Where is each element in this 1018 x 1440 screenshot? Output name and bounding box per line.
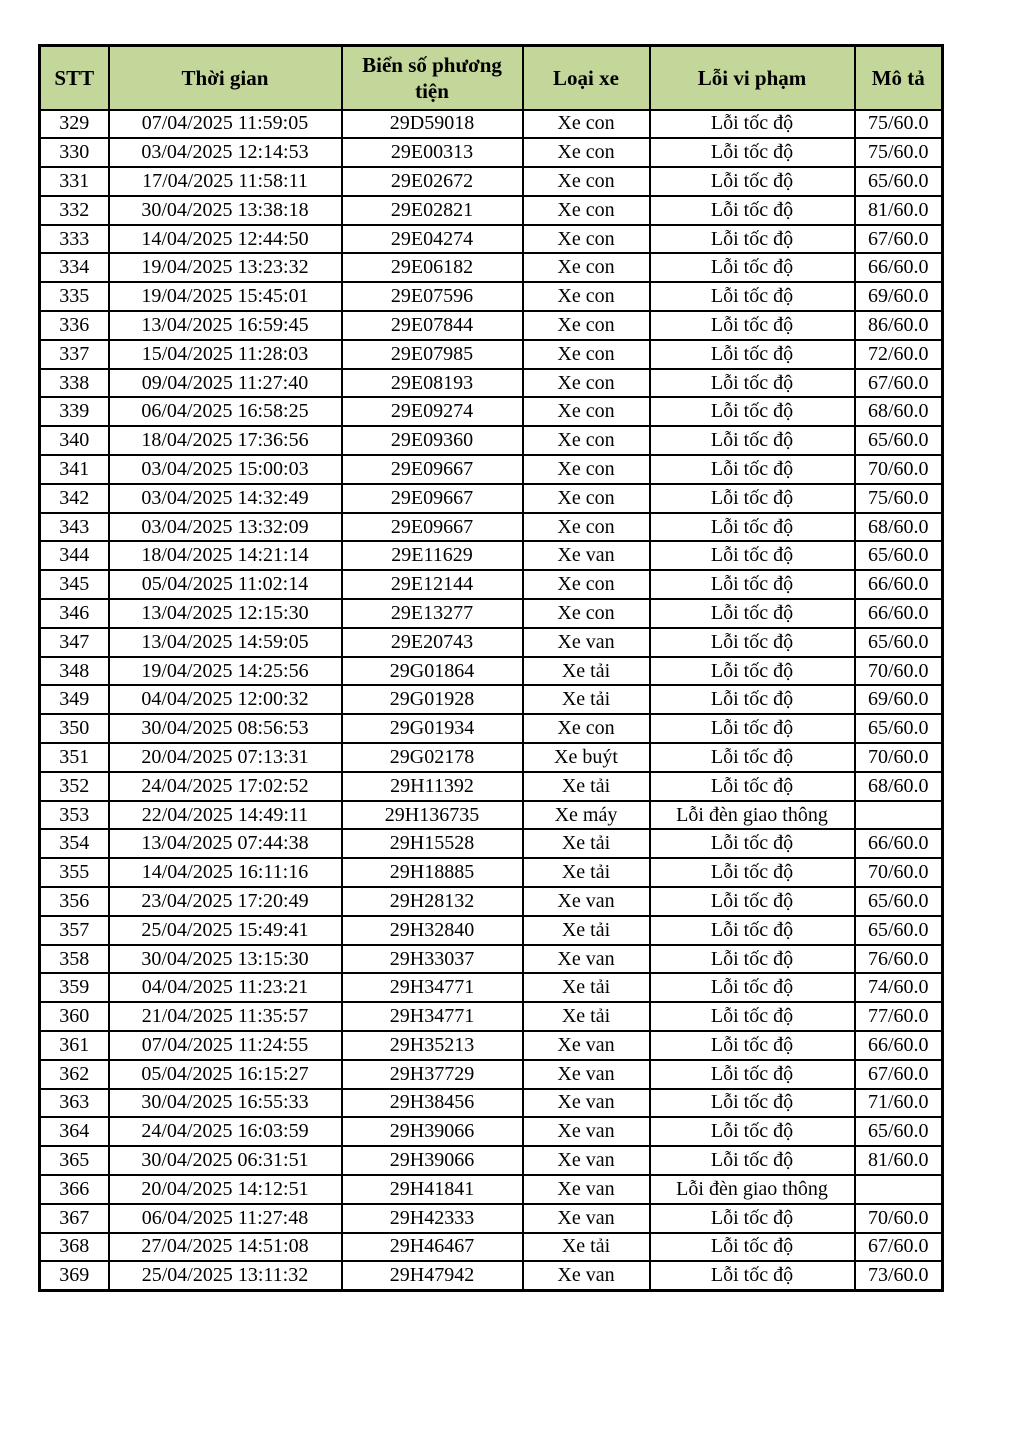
cell-type: Xe con [523,340,650,369]
cell-violation: Lỗi tốc độ [650,685,855,714]
cell-plate: 29H39066 [342,1117,523,1146]
cell-time: 21/04/2025 11:35:57 [109,1002,342,1031]
cell-plate: 29D59018 [342,110,523,139]
cell-plate: 29E02672 [342,167,523,196]
cell-plate: 29E08193 [342,369,523,398]
table-row [40,973,943,1002]
cell-desc: 70/60.0 [855,1204,943,1233]
cell-plate: 29H18885 [342,858,523,887]
cell-violation: Lỗi tốc độ [650,1089,855,1118]
cell-stt: 346 [40,599,109,628]
column-header-stt: STT [40,46,109,110]
cell-desc: 73/60.0 [855,1261,943,1290]
cell-plate: 29H15528 [342,829,523,858]
cell-violation: Lỗi tốc độ [650,714,855,743]
cell-stt: 332 [40,196,109,225]
cell-desc: 66/60.0 [855,599,943,628]
column-header-violation: Lỗi vi phạm [650,46,855,110]
table-row [40,829,943,858]
cell-time: 07/04/2025 11:59:05 [109,110,342,139]
cell-time: 27/04/2025 14:51:08 [109,1233,342,1262]
cell-plate: 29H34771 [342,1002,523,1031]
table-row [40,772,943,801]
cell-stt: 340 [40,426,109,455]
cell-violation: Lỗi tốc độ [650,570,855,599]
cell-violation: Lỗi tốc độ [650,369,855,398]
cell-desc [855,801,943,830]
cell-plate: 29E09274 [342,397,523,426]
cell-plate: 29E09667 [342,455,523,484]
table-row [40,167,943,196]
cell-stt: 361 [40,1031,109,1060]
cell-desc: 75/60.0 [855,484,943,513]
cell-type: Xe van [523,1031,650,1060]
cell-type: Xe con [523,369,650,398]
cell-stt: 331 [40,167,109,196]
cell-violation: Lỗi đèn giao thông [650,1175,855,1204]
cell-plate: 29H38456 [342,1089,523,1118]
cell-time: 05/04/2025 16:15:27 [109,1060,342,1089]
cell-desc: 69/60.0 [855,685,943,714]
cell-desc: 75/60.0 [855,138,943,167]
cell-plate: 29G01934 [342,714,523,743]
cell-stt: 330 [40,138,109,167]
cell-type: Xe van [523,1060,650,1089]
header-row [40,46,943,110]
cell-stt: 344 [40,541,109,570]
cell-violation: Lỗi tốc độ [650,1060,855,1089]
cell-desc: 66/60.0 [855,570,943,599]
cell-violation: Lỗi tốc độ [650,513,855,542]
cell-type: Xe buýt [523,743,650,772]
cell-violation: Lỗi tốc độ [650,829,855,858]
cell-stt: 363 [40,1089,109,1118]
cell-type: Xe con [523,225,650,254]
cell-stt: 360 [40,1002,109,1031]
cell-stt: 343 [40,513,109,542]
cell-violation: Lỗi tốc độ [650,340,855,369]
cell-violation: Lỗi tốc độ [650,1204,855,1233]
cell-plate: 29E07844 [342,311,523,340]
cell-desc: 66/60.0 [855,253,943,282]
table-row [40,657,943,686]
violation-table [38,44,944,1292]
cell-time: 30/04/2025 13:38:18 [109,196,342,225]
table-row [40,311,943,340]
cell-time: 20/04/2025 07:13:31 [109,743,342,772]
table-row [40,887,943,916]
cell-desc: 67/60.0 [855,225,943,254]
cell-stt: 342 [40,484,109,513]
cell-type: Xe con [523,167,650,196]
cell-time: 03/04/2025 15:00:03 [109,455,342,484]
cell-violation: Lỗi tốc độ [650,1261,855,1290]
cell-stt: 341 [40,455,109,484]
cell-plate: 29H35213 [342,1031,523,1060]
cell-stt: 365 [40,1146,109,1175]
table-row [40,858,943,887]
cell-plate: 29E13277 [342,599,523,628]
cell-type: Xe con [523,196,650,225]
table-row [40,1060,943,1089]
table-row [40,397,943,426]
table-row [40,1204,943,1233]
cell-desc: 67/60.0 [855,1060,943,1089]
cell-violation: Lỗi tốc độ [650,196,855,225]
table-row [40,426,943,455]
cell-plate: 29H47942 [342,1261,523,1290]
cell-plate: 29G01864 [342,657,523,686]
cell-desc: 65/60.0 [855,1117,943,1146]
cell-violation: Lỗi tốc độ [650,311,855,340]
cell-violation: Lỗi tốc độ [650,916,855,945]
cell-plate: 29H42333 [342,1204,523,1233]
cell-violation: Lỗi tốc độ [650,858,855,887]
cell-violation: Lỗi tốc độ [650,225,855,254]
cell-plate: 29E04274 [342,225,523,254]
table-row [40,541,943,570]
cell-type: Xe van [523,887,650,916]
cell-stt: 329 [40,110,109,139]
cell-violation: Lỗi tốc độ [650,426,855,455]
table-row [40,282,943,311]
cell-type: Xe con [523,484,650,513]
cell-type: Xe van [523,1146,650,1175]
cell-violation: Lỗi tốc độ [650,973,855,1002]
cell-stt: 355 [40,858,109,887]
cell-plate: 29E09667 [342,513,523,542]
column-header-time: Thời gian [109,46,342,110]
cell-desc: 68/60.0 [855,772,943,801]
cell-time: 14/04/2025 16:11:16 [109,858,342,887]
cell-type: Xe con [523,397,650,426]
cell-violation: Lỗi tốc độ [650,657,855,686]
cell-violation: Lỗi đèn giao thông [650,801,855,830]
cell-time: 04/04/2025 11:23:21 [109,973,342,1002]
cell-violation: Lỗi tốc độ [650,455,855,484]
table-header [40,46,943,110]
cell-stt: 356 [40,887,109,916]
table-row [40,1146,943,1175]
cell-desc: 66/60.0 [855,1031,943,1060]
cell-type: Xe van [523,945,650,974]
cell-time: 30/04/2025 13:15:30 [109,945,342,974]
cell-plate: 29H37729 [342,1060,523,1089]
cell-stt: 337 [40,340,109,369]
cell-desc: 67/60.0 [855,369,943,398]
cell-time: 07/04/2025 11:24:55 [109,1031,342,1060]
cell-desc: 70/60.0 [855,743,943,772]
column-header-desc: Mô tả [855,46,943,110]
cell-plate: 29G01928 [342,685,523,714]
cell-plate: 29H33037 [342,945,523,974]
cell-plate: 29H41841 [342,1175,523,1204]
cell-stt: 354 [40,829,109,858]
cell-type: Xe con [523,311,650,340]
cell-violation: Lỗi tốc độ [650,945,855,974]
table-row [40,340,943,369]
cell-stt: 348 [40,657,109,686]
cell-desc: 68/60.0 [855,513,943,542]
cell-desc: 65/60.0 [855,167,943,196]
cell-type: Xe con [523,513,650,542]
cell-time: 18/04/2025 14:21:14 [109,541,342,570]
cell-stt: 367 [40,1204,109,1233]
cell-violation: Lỗi tốc độ [650,628,855,657]
cell-desc: 65/60.0 [855,541,943,570]
cell-violation: Lỗi tốc độ [650,887,855,916]
table-row [40,1261,943,1290]
cell-plate: 29E02821 [342,196,523,225]
cell-type: Xe tải [523,657,650,686]
cell-type: Xe tải [523,1002,650,1031]
cell-time: 23/04/2025 17:20:49 [109,887,342,916]
cell-type: Xe con [523,282,650,311]
cell-type: Xe van [523,1204,650,1233]
cell-type: Xe con [523,138,650,167]
table-row [40,1117,943,1146]
cell-type: Xe tải [523,829,650,858]
table-row [40,1002,943,1031]
table-row [40,1233,943,1262]
cell-stt: 350 [40,714,109,743]
cell-stt: 352 [40,772,109,801]
cell-stt: 351 [40,743,109,772]
cell-type: Xe tải [523,858,650,887]
table-row [40,225,943,254]
cell-plate: 29E06182 [342,253,523,282]
cell-stt: 368 [40,1233,109,1262]
cell-type: Xe tải [523,772,650,801]
cell-type: Xe con [523,426,650,455]
cell-desc: 74/60.0 [855,973,943,1002]
cell-stt: 369 [40,1261,109,1290]
cell-violation: Lỗi tốc độ [650,1002,855,1031]
cell-desc: 65/60.0 [855,887,943,916]
cell-stt: 353 [40,801,109,830]
table-row [40,945,943,974]
cell-desc: 70/60.0 [855,657,943,686]
cell-stt: 347 [40,628,109,657]
cell-plate: 29H32840 [342,916,523,945]
cell-violation: Lỗi tốc độ [650,1233,855,1262]
cell-time: 13/04/2025 07:44:38 [109,829,342,858]
cell-type: Xe tải [523,916,650,945]
cell-desc: 69/60.0 [855,282,943,311]
cell-time: 13/04/2025 16:59:45 [109,311,342,340]
cell-desc: 70/60.0 [855,455,943,484]
cell-violation: Lỗi tốc độ [650,253,855,282]
cell-plate: 29H46467 [342,1233,523,1262]
table-row [40,685,943,714]
cell-type: Xe van [523,1261,650,1290]
cell-plate: 29H11392 [342,772,523,801]
table-row [40,110,943,139]
column-header-plate: Biển số phương tiện [342,46,523,110]
cell-violation: Lỗi tốc độ [650,484,855,513]
cell-stt: 366 [40,1175,109,1204]
cell-time: 03/04/2025 12:14:53 [109,138,342,167]
cell-time: 24/04/2025 16:03:59 [109,1117,342,1146]
table-row [40,196,943,225]
cell-desc: 68/60.0 [855,397,943,426]
cell-time: 09/04/2025 11:27:40 [109,369,342,398]
cell-type: Xe con [523,110,650,139]
cell-stt: 338 [40,369,109,398]
cell-type: Xe con [523,714,650,743]
table-row [40,743,943,772]
cell-violation: Lỗi tốc độ [650,743,855,772]
cell-type: Xe van [523,541,650,570]
table-row [40,1031,943,1060]
table-row [40,513,943,542]
cell-violation: Lỗi tốc độ [650,1117,855,1146]
cell-time: 25/04/2025 13:11:32 [109,1261,342,1290]
cell-time: 24/04/2025 17:02:52 [109,772,342,801]
cell-desc: 86/60.0 [855,311,943,340]
cell-violation: Lỗi tốc độ [650,1031,855,1060]
cell-time: 14/04/2025 12:44:50 [109,225,342,254]
cell-stt: 358 [40,945,109,974]
cell-desc: 65/60.0 [855,628,943,657]
cell-plate: 29E20743 [342,628,523,657]
cell-stt: 362 [40,1060,109,1089]
cell-type: Xe van [523,1175,650,1204]
cell-violation: Lỗi tốc độ [650,110,855,139]
cell-desc [855,1175,943,1204]
cell-time: 19/04/2025 15:45:01 [109,282,342,311]
cell-violation: Lỗi tốc độ [650,772,855,801]
cell-stt: 339 [40,397,109,426]
table-row [40,369,943,398]
cell-desc: 67/60.0 [855,1233,943,1262]
cell-type: Xe van [523,628,650,657]
cell-violation: Lỗi tốc độ [650,541,855,570]
cell-type: Xe con [523,253,650,282]
cell-time: 17/04/2025 11:58:11 [109,167,342,196]
cell-stt: 359 [40,973,109,1002]
cell-desc: 81/60.0 [855,196,943,225]
cell-violation: Lỗi tốc độ [650,282,855,311]
cell-plate: 29E07596 [342,282,523,311]
cell-stt: 335 [40,282,109,311]
table-row [40,138,943,167]
cell-desc: 66/60.0 [855,829,943,858]
cell-stt: 364 [40,1117,109,1146]
cell-time: 06/04/2025 16:58:25 [109,397,342,426]
cell-time: 04/04/2025 12:00:32 [109,685,342,714]
cell-time: 03/04/2025 13:32:09 [109,513,342,542]
table-row [40,1089,943,1118]
cell-stt: 333 [40,225,109,254]
cell-desc: 77/60.0 [855,1002,943,1031]
cell-plate: 29E07985 [342,340,523,369]
cell-stt: 336 [40,311,109,340]
table-row [40,599,943,628]
cell-desc: 65/60.0 [855,714,943,743]
cell-plate: 29E09360 [342,426,523,455]
cell-time: 18/04/2025 17:36:56 [109,426,342,455]
cell-time: 19/04/2025 14:25:56 [109,657,342,686]
cell-time: 30/04/2025 16:55:33 [109,1089,342,1118]
cell-stt: 345 [40,570,109,599]
cell-plate: 29E09667 [342,484,523,513]
cell-time: 06/04/2025 11:27:48 [109,1204,342,1233]
cell-desc: 72/60.0 [855,340,943,369]
cell-plate: 29E12144 [342,570,523,599]
cell-plate: 29E00313 [342,138,523,167]
cell-violation: Lỗi tốc độ [650,397,855,426]
cell-type: Xe van [523,1089,650,1118]
cell-desc: 71/60.0 [855,1089,943,1118]
cell-plate: 29H28132 [342,887,523,916]
cell-time: 20/04/2025 14:12:51 [109,1175,342,1204]
cell-desc: 81/60.0 [855,1146,943,1175]
cell-desc: 65/60.0 [855,916,943,945]
cell-violation: Lỗi tốc độ [650,1146,855,1175]
cell-desc: 65/60.0 [855,426,943,455]
cell-desc: 76/60.0 [855,945,943,974]
table-row [40,916,943,945]
cell-plate: 29H34771 [342,973,523,1002]
cell-violation: Lỗi tốc độ [650,599,855,628]
cell-type: Xe tải [523,685,650,714]
cell-time: 25/04/2025 15:49:41 [109,916,342,945]
cell-stt: 349 [40,685,109,714]
cell-type: Xe con [523,455,650,484]
cell-type: Xe tải [523,973,650,1002]
cell-time: 15/04/2025 11:28:03 [109,340,342,369]
table-row [40,253,943,282]
table-body [40,110,943,1291]
cell-plate: 29E11629 [342,541,523,570]
cell-violation: Lỗi tốc độ [650,138,855,167]
cell-type: Xe máy [523,801,650,830]
cell-time: 13/04/2025 14:59:05 [109,628,342,657]
cell-time: 30/04/2025 06:31:51 [109,1146,342,1175]
cell-time: 22/04/2025 14:49:11 [109,801,342,830]
cell-desc: 75/60.0 [855,110,943,139]
table-row [40,801,943,830]
table-row [40,1175,943,1204]
cell-time: 19/04/2025 13:23:32 [109,253,342,282]
cell-plate: 29H39066 [342,1146,523,1175]
cell-type: Xe con [523,599,650,628]
cell-type: Xe van [523,1117,650,1146]
cell-stt: 357 [40,916,109,945]
cell-stt: 334 [40,253,109,282]
cell-type: Xe con [523,570,650,599]
cell-desc: 70/60.0 [855,858,943,887]
cell-type: Xe tải [523,1233,650,1262]
cell-plate: 29H136735 [342,801,523,830]
table-row [40,570,943,599]
table-row [40,628,943,657]
cell-time: 13/04/2025 12:15:30 [109,599,342,628]
cell-time: 05/04/2025 11:02:14 [109,570,342,599]
cell-plate: 29G02178 [342,743,523,772]
column-header-type: Loại xe [523,46,650,110]
table-row [40,455,943,484]
table-row [40,484,943,513]
cell-time: 03/04/2025 14:32:49 [109,484,342,513]
table-row [40,714,943,743]
cell-violation: Lỗi tốc độ [650,167,855,196]
cell-time: 30/04/2025 08:56:53 [109,714,342,743]
